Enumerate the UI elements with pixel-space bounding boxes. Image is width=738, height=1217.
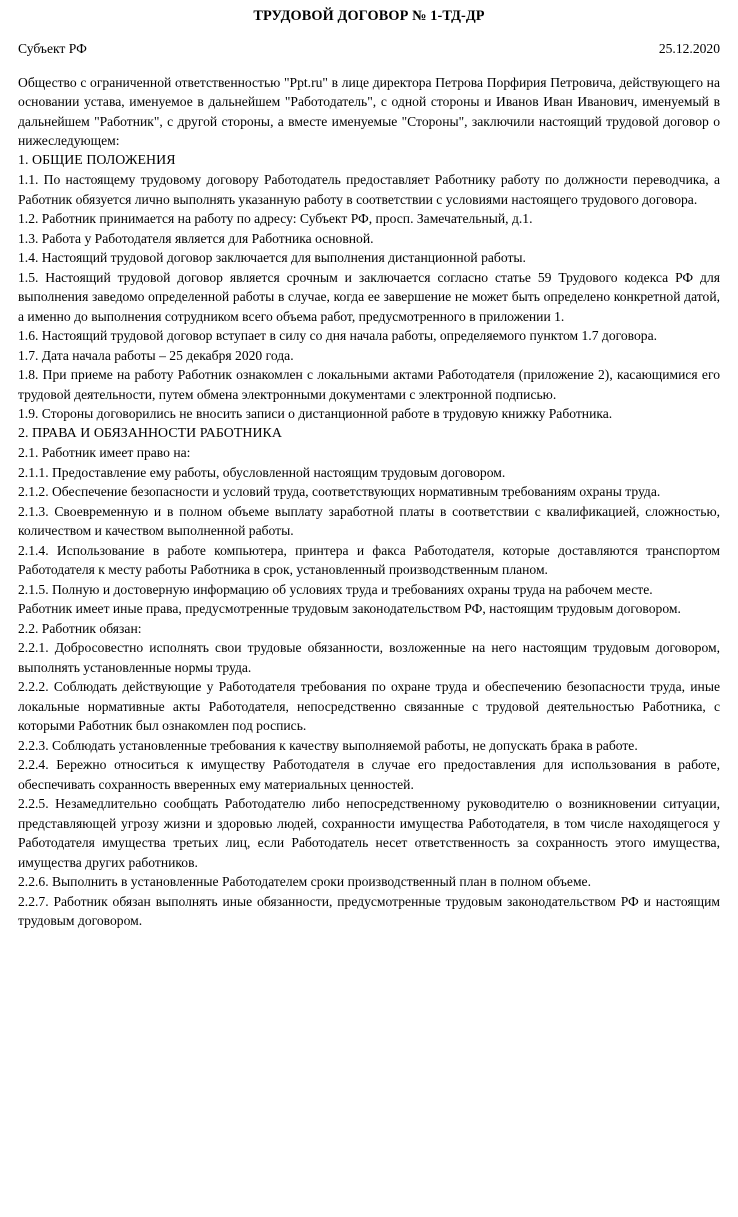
clause-paragraph: 2.1.4. Использование в работе компьютера, принтера и факса Работодателя, которые доставляются транспортом Работодателя к месту работы Работника в срок, установленный производственным планом. <box>18 542 720 577</box>
sections-container <box>18 151 720 931</box>
clause-paragraph: 2.2.4. Бережно относиться к имуществу Работодателя в случае его предоставления для использования в работе, обеспечивать сохранность вверенных ему материальных ценностей. <box>18 757 720 792</box>
clause-paragraph: 1.1. По настоящему трудовому договору Работодатель предоставляет Работнику работу по должности переводчика, а Работник обязуется лично выполнять указанную работу в соответствии с условиями настоящего трудового договора. <box>18 172 720 207</box>
section-heading: 1. ОБЩИЕ ПОЛОЖЕНИЯ <box>18 152 176 168</box>
clause-paragraph: 1.7. Дата начала работы – 25 декабря 2020 года. <box>18 347 294 363</box>
section-heading: 2. ПРАВА И ОБЯЗАННОСТИ РАБОТНИКА <box>18 425 282 441</box>
document-title: ТРУДОВОЙ ДОГОВОР № 1-ТД-ДР <box>253 8 485 24</box>
clause-paragraph: 1.4. Настоящий трудовой договор заключается для выполнения дистанционной работы. <box>18 250 526 265</box>
clause-paragraph: 2.1.1. Предоставление ему работы, обусловленной настоящим трудовым договором. <box>18 464 506 480</box>
clause-paragraph: 1.2. Работник принимается на работу по адресу: Субъект РФ, просп. Замечательный, д.1. <box>18 211 533 226</box>
place-of-conclusion: Субъект РФ <box>18 41 87 56</box>
clause-paragraph: 1.5. Настоящий трудовой договор является срочным и заключается согласно статье 59 Трудового кодекса РФ для выполнения заведомо определенной работы в случае, когда ее завершение не может быть определено конкретной датой, а именно до выполнения сотрудником всего объема работ, предусмотренного в приложении 1. <box>18 269 720 324</box>
clause-paragraph: 2.1.2. Обеспечение безопасности и условий труда, соответствующих нормативным требованиям охраны труда. <box>18 484 661 499</box>
clause-paragraph: 2.2.1. Добросовестно исполнять свои трудовые обязанности, возложенные на него настоящим трудовым договором, выполнять установленные нормы труда. <box>18 640 720 675</box>
clause-paragraph: 1.6. Настоящий трудовой договор вступает в силу со дня начала работы, определяемого пунктом 1.7 договора. <box>18 328 658 343</box>
clause-paragraph: 1.3. Работа у Работодателя является для Работника основной. <box>18 230 374 246</box>
preamble-paragraph: Общество с ограниченной ответственностью "Ppt.ru" в лице директора Петрова Порфирия Петровича, действующего на основании устава, именуемое в дальнейшем "Работодатель", с одной стороны и Иванов Иван Иванович, именуемый в дальнейшем "Работник", с другой стороны, а вместе именуемые "Стороны", заключили настоящий трудовой договор о нижеследующем: <box>18 74 720 148</box>
clause-paragraph: 2.2.3. Соблюдать установленные требования к качеству выполняемой работы, не допускать брака в работе. <box>18 737 638 753</box>
clause-paragraph: 2.2. Работник обязан: <box>18 620 142 636</box>
clause-paragraph: 2.2.7. Работник обязан выполнять иные обязанности, предусмотренные трудовым законодательством РФ и настоящим трудовым договором. <box>18 893 720 928</box>
clause-paragraph: 1.8. При приеме на работу Работник ознакомлен с локальными актами Работодателя (приложение 2), касающимися его трудовой деятельности, путем обмена электронными документами с электронной подписью. <box>18 367 720 402</box>
clause-paragraph: 2.2.2. Соблюдать действующие у Работодателя требования по охране труда и обеспечению безопасности труда, иные локальные нормативные акты Работодателя, непосредственно связанные с трудовой деятельностью Работника, с которыми Работник был ознакомлен под роспись. <box>18 679 720 733</box>
clause-paragraph: 2.2.5. Незамедлительно сообщать Работодателю либо непосредственному руководителю о возникновении ситуации, представляющей угрозу жизни и здоровью людей, сохранности имущества Работодателя, в том числе находящегося у Работодателя имущества третьих лиц, если Работодатель несет ответственность за сохранность этого имущества, имущества других работников. <box>18 796 720 870</box>
clause-paragraph: 1.9. Стороны договорились не вносить записи о дистанционной работе в трудовую книжку Работника. <box>18 406 613 421</box>
document-meta-row <box>18 39 720 59</box>
contract-date: 25.12.2020 <box>658 41 720 56</box>
clause-paragraph: 2.1. Работник имеет право на: <box>18 445 191 460</box>
clause-paragraph: 2.1.3. Своевременную и в полном объеме выплату заработной платы в соответствии с квалификацией, сложностью, количеством и качеством выполненной работы. <box>18 503 720 538</box>
clause-paragraph: 2.2.6. Выполнить в установленные Работодателем сроки производственный план в полном объеме. <box>18 874 591 889</box>
clause-paragraph: 2.1.5. Полную и достоверную информацию об условиях труда и требованиях охраны труда на рабочем месте. <box>18 581 653 597</box>
clause-paragraph: Работник имеет иные права, предусмотренные трудовым законодательством РФ, настоящим трудовым договором. <box>18 601 681 616</box>
